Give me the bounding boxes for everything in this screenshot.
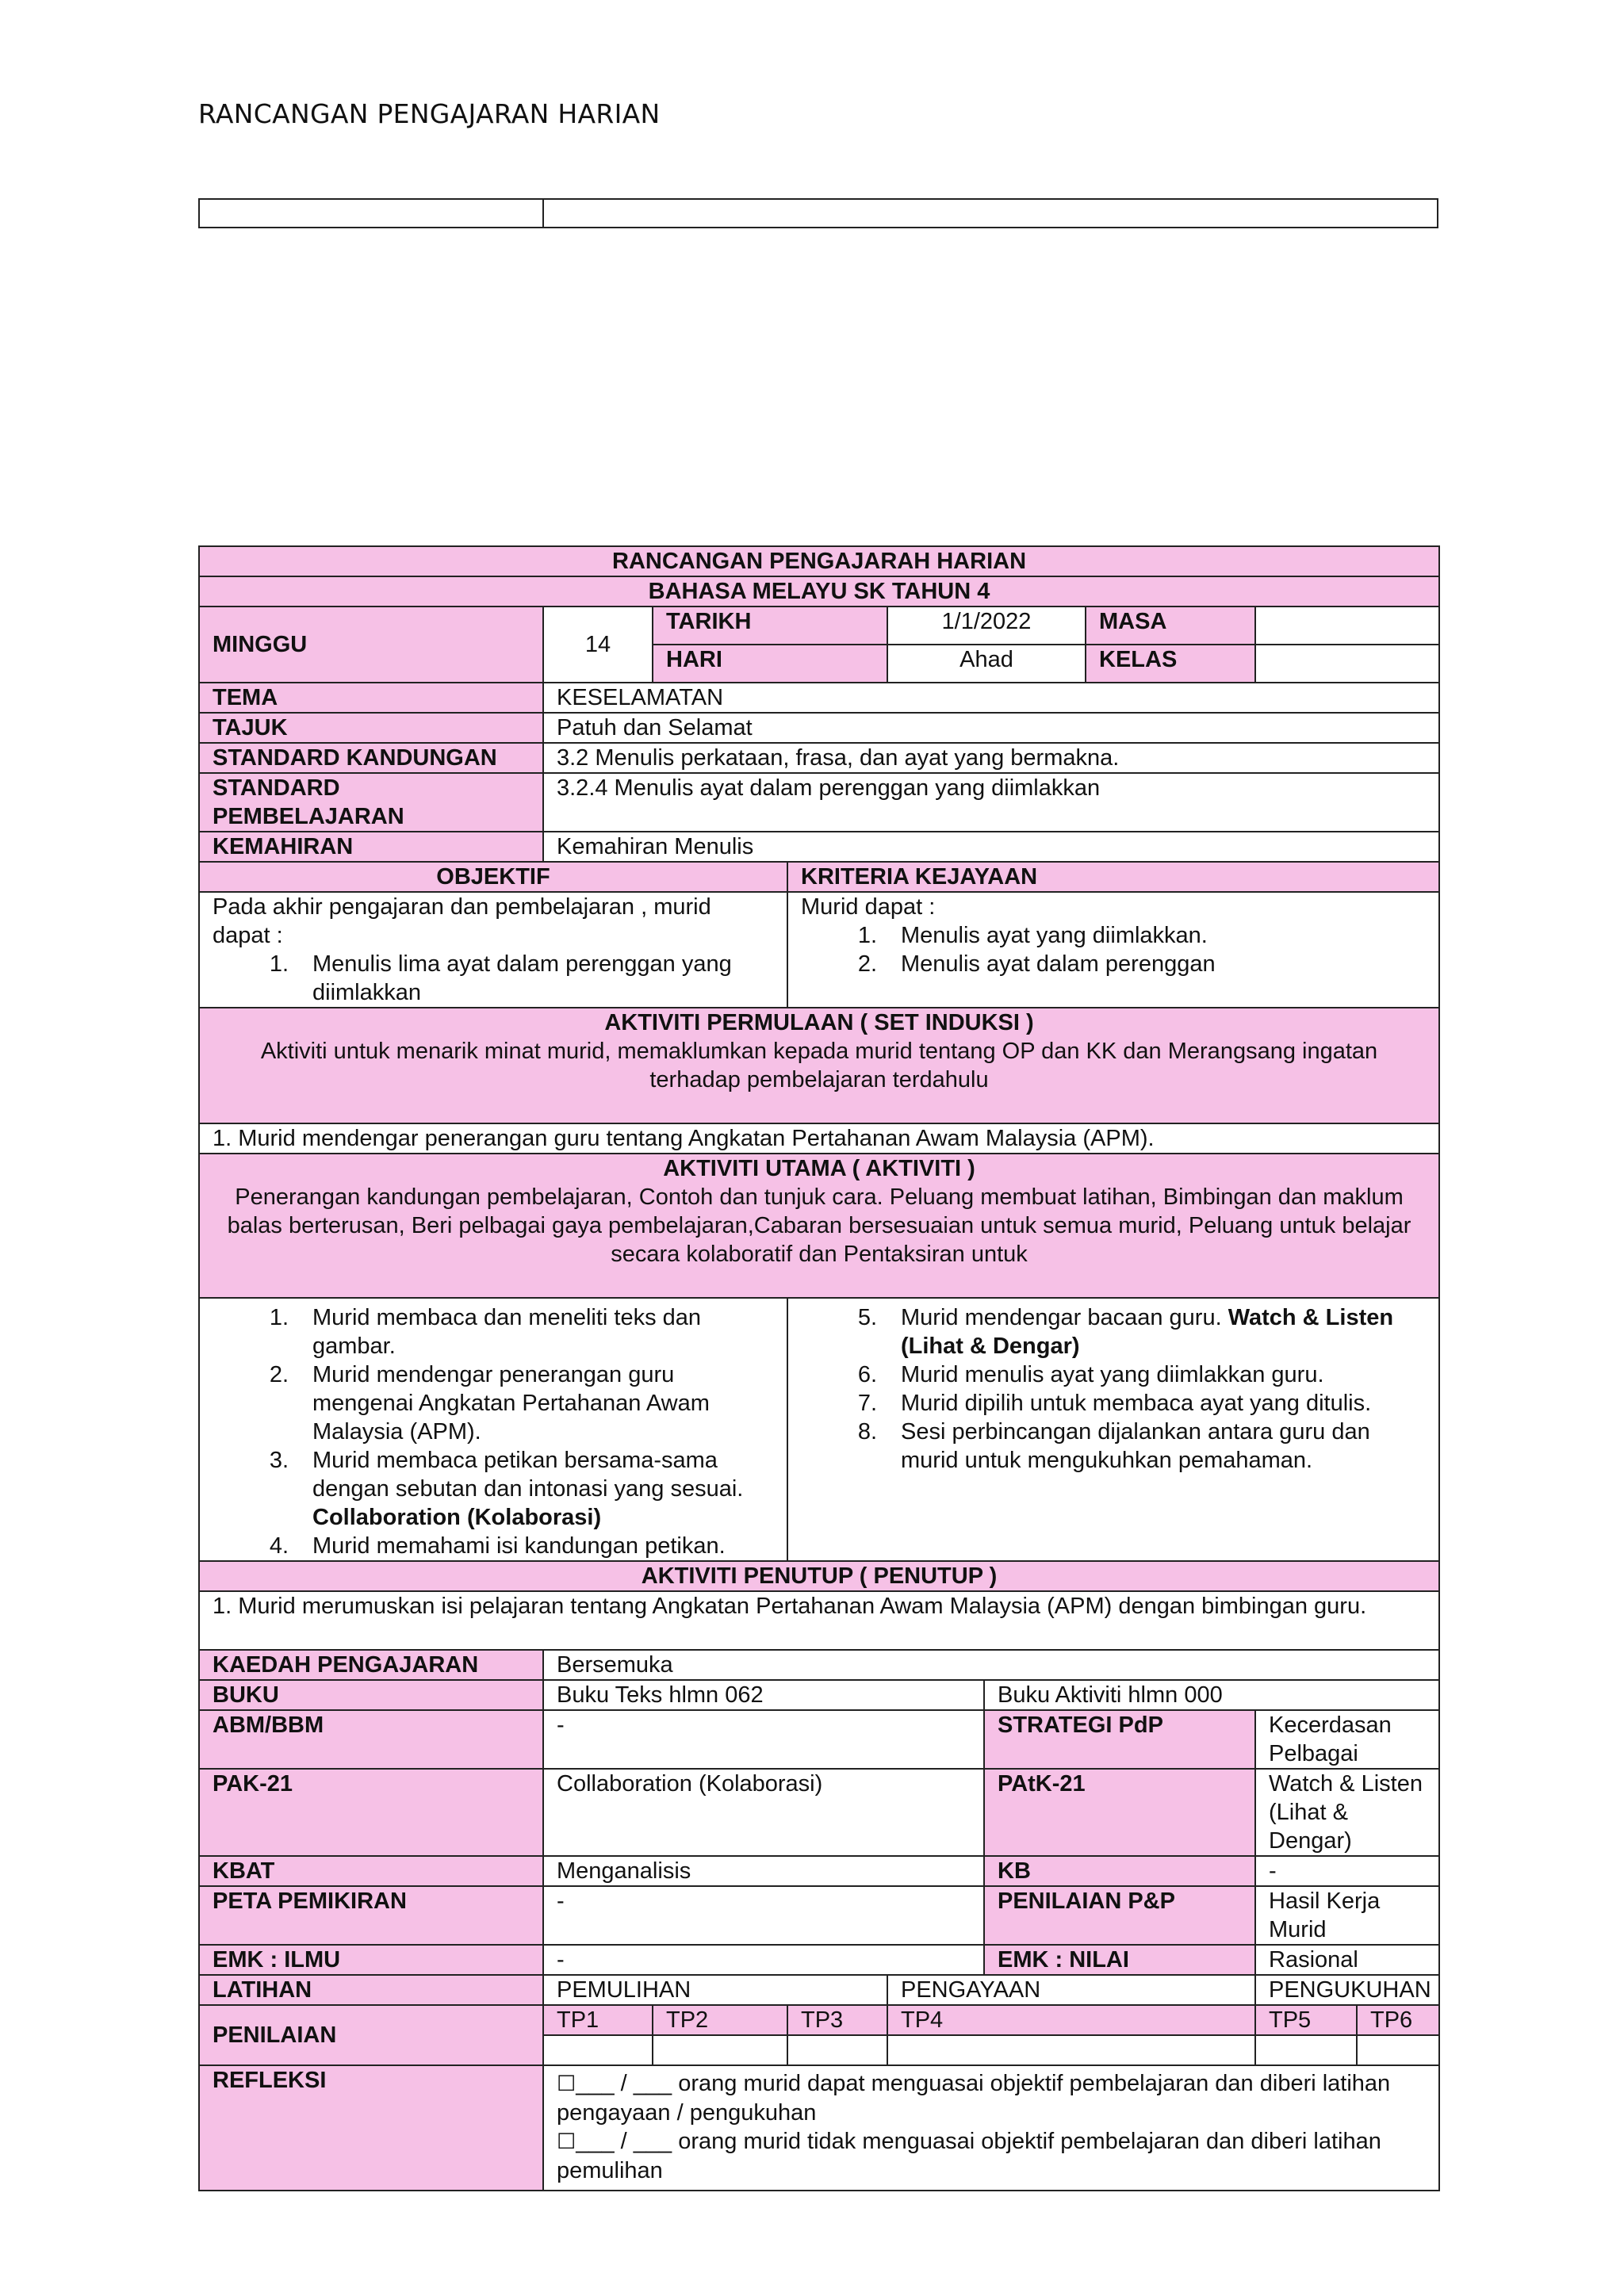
blank-cell: [199, 199, 543, 228]
utama-title: AKTIVITI UTAMA ( AKTIVITI ): [663, 1156, 975, 1181]
penilaian-pp-label: PENILAIAN P&P: [984, 1886, 1255, 1945]
blank-header-table: [198, 198, 1438, 228]
emk-nilai-label: EMK : NILAI: [984, 1945, 1255, 1975]
plan-subtitle: BAHASA MELAYU SK TAHUN 4: [199, 576, 1439, 607]
objektif-list: [213, 950, 774, 1007]
utama-left-list: [199, 1298, 787, 1561]
minggu-label: MINGGU: [199, 607, 543, 683]
kriteria-label: KRITERIA KEJAYAAN: [787, 862, 1439, 892]
tp3-score: [787, 2035, 887, 2065]
emk-ilmu-label: EMK : ILMU: [199, 1945, 543, 1975]
kb-label: KB: [984, 1856, 1255, 1886]
kriteria-list: [801, 921, 1426, 978]
standard-kandungan-label: STANDARD KANDUNGAN: [199, 743, 543, 773]
list-item: 1. Murid membaca dan meneliti teks dan gambar.: [269, 1305, 702, 1359]
tp5-tp6-cell: [1255, 2005, 1439, 2035]
penutup-content: 1. Murid merumuskan isi pelajaran tentang Angkatan Pertahanan Awam Malaysia (APM) dengan bimbingan guru.: [199, 1591, 1439, 1650]
permulaan-desc: Aktiviti untuk menarik minat murid, memaklumkan kepada murid tentang OP dan KK dan Merangsang ingatan terhadap pembelajaran terdahulu: [260, 1039, 1378, 1093]
latihan-pengayaan: PENGAYAAN: [887, 1975, 1255, 2005]
standard-kandungan-value: 3.2 Menulis perkataan, frasa, dan ayat yang bermakna.: [543, 743, 1439, 773]
standard-pembelajaran-label-line2: PEMBELAJARAN: [213, 804, 404, 829]
patk21-value: Watch & Listen (Lihat & Dengar): [1255, 1769, 1439, 1856]
refleksi-line-1: ☐___ / ___ orang murid dapat menguasai objektif pembelajaran dan diberi latihan pengayaan / pengukuhan: [557, 2071, 1391, 2126]
permulaan-content: 1. Murid mendengar penerangan guru tentang Angkatan Pertahanan Awam Malaysia (APM).: [199, 1123, 1439, 1154]
tp6-label: TP6: [1370, 2007, 1413, 2033]
tp2-score: [653, 2035, 787, 2065]
refleksi-line-2: ☐___ / ___ orang murid tidak menguasai objektif pembelajaran dan diberi latihan pemulihan: [557, 2129, 1381, 2183]
checkbox-icon[interactable]: ☐: [557, 2130, 576, 2154]
peta-value: -: [543, 1886, 984, 1945]
list-item: 1. Menulis ayat yang diimlakkan.: [857, 923, 1208, 948]
list-item: 4. Murid memahami isi kandungan petikan.: [269, 1533, 726, 1559]
list-item: 7. Murid dipilih untuk membaca ayat yang ditulis.: [857, 1391, 1372, 1416]
pak21-label: PAK-21: [199, 1769, 543, 1856]
standard-pembelajaran-value: 3.2.4 Menulis ayat dalam perenggan yang diimlakkan: [543, 773, 1439, 832]
tp5-tp6-score: [1255, 2035, 1439, 2065]
kbat-value: Menganalisis: [543, 1856, 984, 1886]
kb-value: -: [1255, 1856, 1439, 1886]
standard-pembelajaran-label: [199, 773, 543, 832]
kaedah-label: KAEDAH PENGAJARAN: [199, 1650, 543, 1680]
hari-label: HARI: [653, 645, 887, 683]
hari-value: Ahad: [887, 645, 1086, 683]
kelas-value: [1255, 645, 1439, 683]
pak21-value: Collaboration (Kolaborasi): [543, 1769, 984, 1856]
kemahiran-value: Kemahiran Menulis: [543, 832, 1439, 862]
tp5-score: [1256, 2036, 1358, 2064]
list-item: 1. Menulis lima ayat dalam perenggan yang diimlakkan: [269, 951, 732, 1005]
refleksi-content: [543, 2065, 1439, 2191]
tp6-score: [1358, 2036, 1438, 2064]
emk-nilai-value: Rasional: [1255, 1945, 1439, 1975]
buku-teks-value: Buku Teks hlmn 062: [543, 1680, 984, 1710]
tp1-label: TP1: [543, 2005, 653, 2035]
minggu-value: 14: [543, 607, 653, 683]
permulaan-header: [199, 1008, 1439, 1123]
kaedah-value: Bersemuka: [543, 1650, 1439, 1680]
latihan-label: LATIHAN: [199, 1975, 543, 2005]
objektif-content: [199, 892, 787, 1008]
list-item: 5. Murid mendengar bacaan guru. Watch & Listen (Lihat & Dengar): [857, 1305, 1394, 1359]
strategi-label: STRATEGI PdP: [984, 1710, 1255, 1769]
utama-header: [199, 1154, 1439, 1298]
abm-value: -: [543, 1710, 984, 1769]
tarikh-value: 1/1/2022: [887, 607, 1086, 645]
strategi-value: Kecerdasan Pelbagai: [1255, 1710, 1439, 1769]
penilaian-label: PENILAIAN: [199, 2005, 543, 2065]
tp4-label: TP4: [887, 2005, 1255, 2035]
buku-aktiviti-value: Buku Aktiviti hlmn 000: [984, 1680, 1439, 1710]
peta-label: PETA PEMIKIRAN: [199, 1886, 543, 1945]
objektif-label: OBJEKTIF: [199, 862, 787, 892]
tarikh-label: TARIKH: [653, 607, 887, 645]
abm-label: ABM/BBM: [199, 1710, 543, 1769]
kbat-label: KBAT: [199, 1856, 543, 1886]
tajuk-value: Patuh dan Selamat: [543, 713, 1439, 743]
permulaan-title: AKTIVITI PERMULAAN ( SET INDUKSI ): [604, 1010, 1034, 1035]
objektif-intro: Pada akhir pengajaran dan pembelajaran , murid dapat :: [213, 894, 711, 948]
plan-title: RANCANGAN PENGAJARAH HARIAN: [199, 546, 1439, 576]
tajuk-label: TAJUK: [199, 713, 543, 743]
utama-right-list: [787, 1298, 1439, 1561]
tema-label: TEMA: [199, 683, 543, 713]
masa-value: [1255, 607, 1439, 645]
latihan-pengukuhan: PENGUKUHAN: [1255, 1975, 1439, 2005]
buku-label: BUKU: [199, 1680, 543, 1710]
list-item: 2. Menulis ayat dalam perenggan: [857, 951, 1216, 977]
list-item: 6. Murid menulis ayat yang diimlakkan guru.: [857, 1362, 1324, 1387]
page-header: RANCANGAN PENGAJARAN HARIAN: [198, 98, 661, 129]
emk-ilmu-value: -: [543, 1945, 984, 1975]
kriteria-intro: Murid dapat :: [801, 894, 936, 920]
lesson-plan-table: [198, 545, 1440, 2191]
tp2-label: TP2: [653, 2005, 787, 2035]
patk21-label: PAtK-21: [984, 1769, 1255, 1856]
utama-desc: Penerangan kandungan pembelajaran, Contoh dan tunjuk cara. Peluang membuat latihan, Bimbingan dan maklum balas berterusan, Beri pelbagai gaya pembelajaran,Cabaran bersesuaian untuk semua murid, Peluang untuk belajar secara kolaboratif dan Pentaksiran untuk: [227, 1184, 1411, 1267]
list-item: 3. Murid membaca petikan bersama-sama dengan sebutan dan intonasi yang sesuai. Collaboration (Kolaborasi): [269, 1448, 744, 1530]
latihan-pemulihan: PEMULIHAN: [543, 1975, 887, 2005]
kelas-label: KELAS: [1086, 645, 1255, 683]
tp4-score: [887, 2035, 1255, 2065]
tp1-score: [543, 2035, 653, 2065]
tp3-label: TP3: [787, 2005, 887, 2035]
masa-label: MASA: [1086, 607, 1255, 645]
list-item: 8. Sesi perbincangan dijalankan antara guru dan murid untuk mengukuhkan pemahaman.: [857, 1419, 1370, 1473]
list-item: 2. Murid mendengar penerangan guru mengenai Angkatan Pertahanan Awam Malaysia (APM).: [269, 1362, 710, 1445]
blank-cell: [543, 199, 1438, 228]
refleksi-label: REFLEKSI: [199, 2065, 543, 2191]
tema-value: KESELAMATAN: [543, 683, 1439, 713]
kemahiran-label: KEMAHIRAN: [199, 832, 543, 862]
checkbox-icon[interactable]: ☐: [557, 2072, 576, 2096]
kriteria-content: [787, 892, 1439, 1008]
standard-pembelajaran-label-line1: STANDARD: [213, 775, 340, 801]
penutup-title: AKTIVITI PENUTUP ( PENUTUP ): [199, 1561, 1439, 1591]
tp5-label: TP5: [1256, 2006, 1358, 2034]
penilaian-pp-value: Hasil Kerja Murid: [1255, 1886, 1439, 1945]
